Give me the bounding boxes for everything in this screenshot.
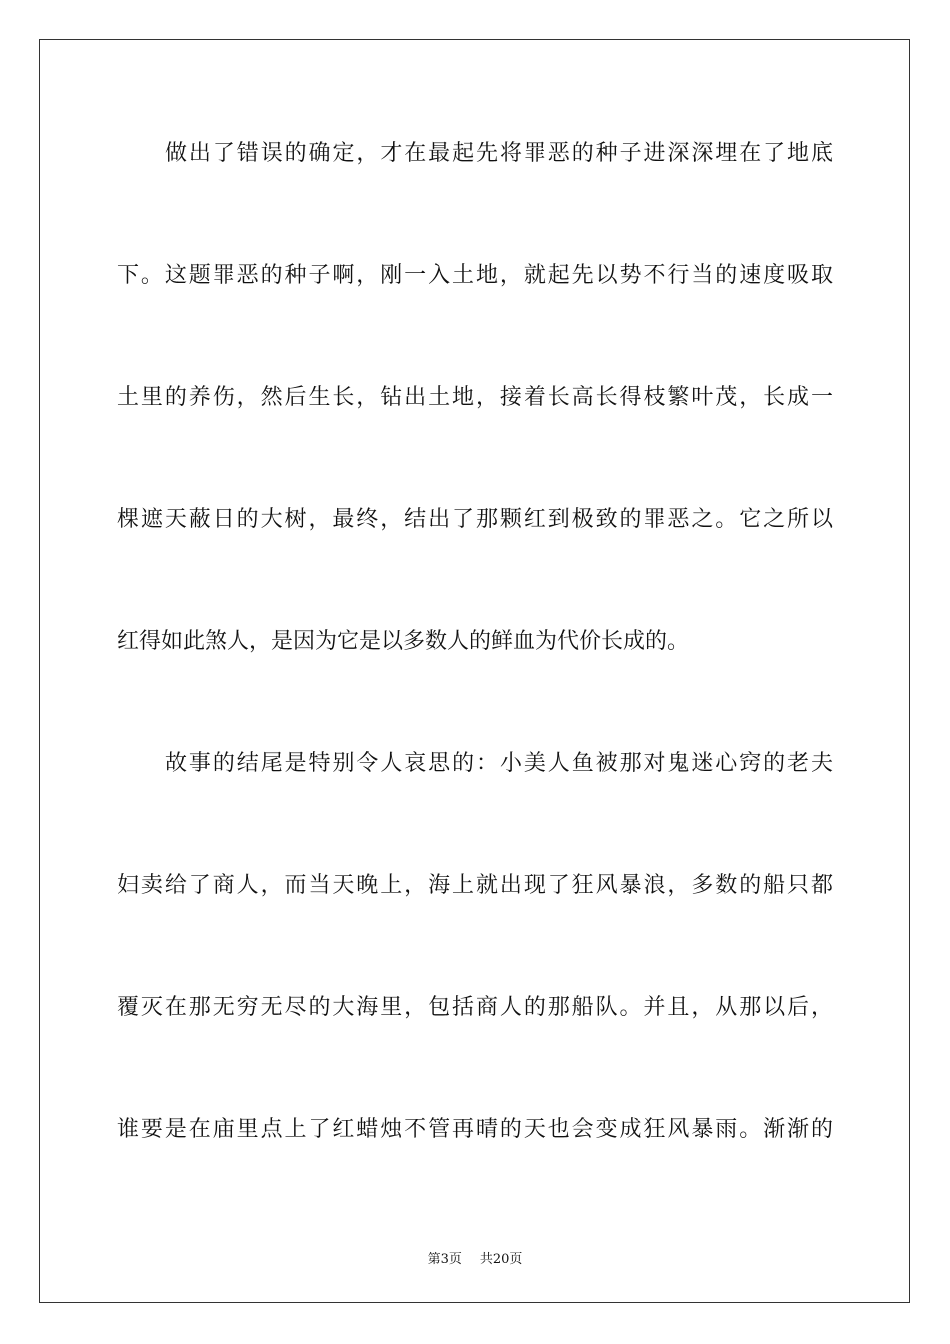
page-total: 共20页 [479,1252,523,1267]
text-line: 土里的养伤，然后生长，钻出土地，接着长高长得枝繁叶茂，长成一 [117,385,833,410]
text-line: 覆灭在那无穷无尽的大海里，包括商人的那船队。并且，从那以后， [117,995,833,1020]
text-line: 谁要是在庙里点上了红蜡烛不管再晴的天也会变成狂风暴雨。渐渐的 [117,1117,833,1142]
page-footer [0,1248,950,1267]
text-line: 做出了错误的确定，才在最起先将罪恶的种子进深深埋在了地底 [165,141,833,166]
text-line: 下。这题罪恶的种子啊，刚一入土地，就起先以势不行当的速度吸取 [117,263,833,288]
page-number: 第3页 [427,1252,462,1267]
page-frame [39,39,910,1303]
text-line: 故事的结尾是特别令人哀思的：小美人鱼被那对鬼迷心窍的老夫 [165,751,833,776]
text-line: 红得如此煞人，是因为它是以多数人的鲜血为代价长成的。 [117,629,690,654]
text-line: 棵遮天蔽日的大树，最终，结出了那颗红到极致的罪恶之。它之所以 [117,507,833,532]
text-line: 妇卖给了商人，而当天晚上，海上就出现了狂风暴浪，多数的船只都 [117,873,833,898]
